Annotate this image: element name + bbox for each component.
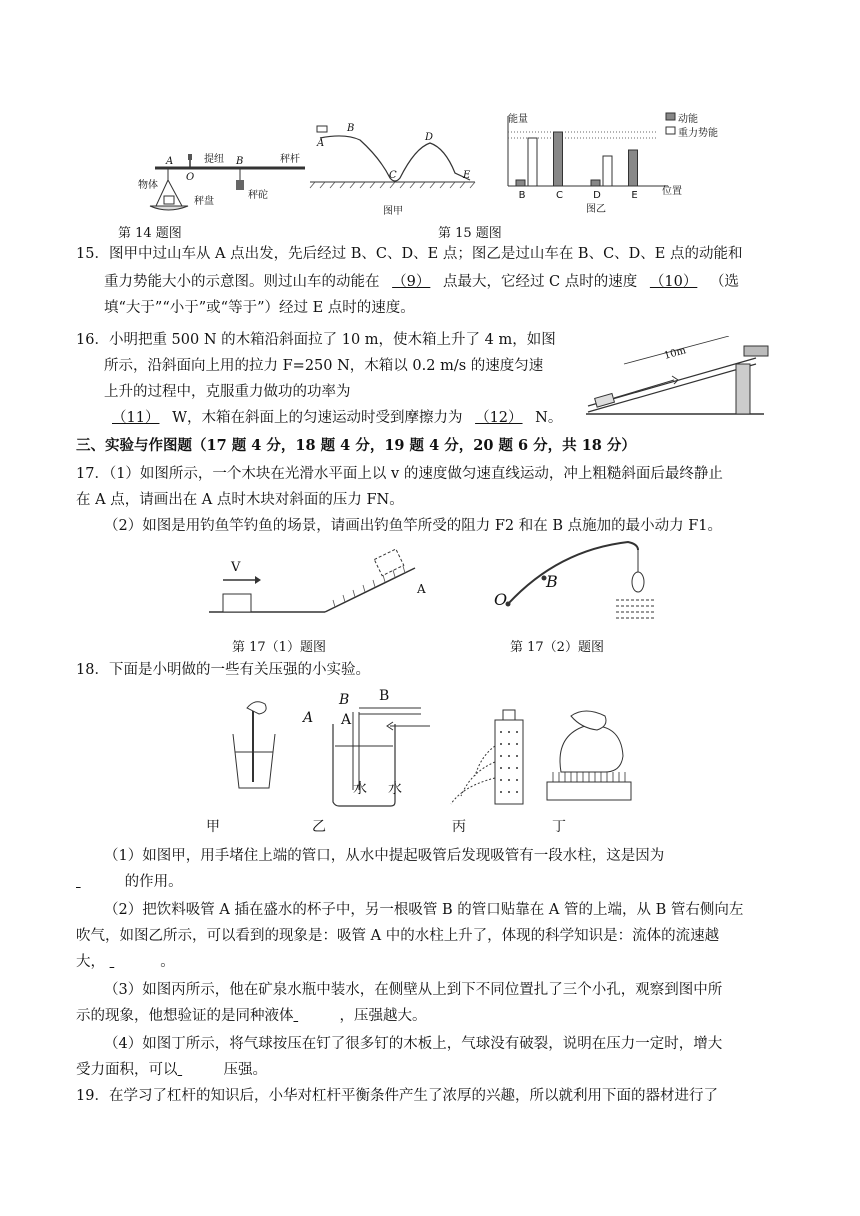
coaster-point-b: B (347, 123, 355, 134)
q16-line2: 所示，沿斜面向上用的拉力 F=250 N，木箱以 0.2 m/s 的速度匀速 (104, 358, 544, 374)
fig18-label-a1: A (303, 710, 314, 726)
incline-length-label: 10m (662, 345, 688, 362)
caption-bing: 丙 (452, 819, 466, 835)
legend-swatch-potential (666, 127, 675, 134)
coaster-point-e: E (463, 170, 471, 181)
chart-x-tick-E: E (631, 190, 638, 201)
chart-xlabel: 位置 (662, 186, 682, 197)
rod-point-b: B (546, 572, 558, 591)
q18-p4-line2 (76, 1060, 267, 1080)
figure-18 (225, 686, 645, 810)
coaster-point-c: C (389, 170, 397, 181)
figure-17-2 (488, 530, 658, 630)
legend-swatch-kinetic (666, 113, 675, 120)
fig18-label-b2: B (379, 688, 390, 704)
incline-point-a: A (417, 582, 426, 596)
block-incline-diagram (205, 536, 445, 626)
q16-line3: 上升的过程中，克服重力做功的功率为 (104, 384, 351, 400)
caption-fig17-2: 第 17（2）题图 (510, 640, 604, 655)
bar-kinetic-B (516, 180, 525, 186)
q18-p1-line2 (76, 872, 183, 892)
legend-kinetic: 动能 (678, 114, 698, 125)
fig18-label-a2: A (341, 712, 352, 728)
q17-line3: （2）如图是用钓鱼竿钓鱼的场景，请画出钓鱼竿所受的阻力 F2 和在 B 点施加的最小动力 F1。 (104, 518, 722, 534)
blank-10: （10） (649, 274, 698, 290)
caption-jia: 甲 (206, 819, 220, 835)
q15-text-a: 重力势能大小的示意图。则过山车的动能在 (104, 274, 380, 290)
point-b: B (236, 156, 244, 167)
figure-15-yi (490, 108, 730, 218)
q15-text-b: 点最大，它经过 C 点时的速度 (442, 274, 638, 290)
q18-p1b: 的作用。 (124, 874, 183, 890)
q18-p3b: 示的现象，他想验证的是同种液体 (76, 1008, 294, 1024)
q18-p1a: （1）如图甲，用手堵住上端的管口，从水中提起吸管后发现吸管有一段水柱，这是因为 (104, 848, 665, 864)
rod-point-o: O (494, 590, 508, 609)
figure-15-jia (305, 118, 480, 218)
caption-fig14: 第 14 题图 (118, 226, 182, 241)
chart-x-tick-D: D (593, 190, 601, 201)
q18-p3a: （3）如图丙所示，他在矿泉水瓶中装水，在侧壁从上到下不同位置扎了三个小孔，观察到图中所 (104, 982, 723, 998)
blank-q18-4 (178, 1060, 224, 1080)
velocity-label: V (231, 560, 241, 575)
caption-tu-jia: 图甲 (383, 206, 403, 217)
caption-fig15: 第 15 题图 (438, 226, 502, 241)
blank-q18-2 (110, 952, 156, 972)
label-tizu: 提纽 (204, 154, 224, 165)
chart-x-tick-C: C (556, 190, 563, 201)
blank-q18-3 (294, 1006, 340, 1026)
point-a: A (166, 156, 174, 167)
bar-kinetic-D (591, 180, 600, 186)
q18-p4b: 受力面积，可以 (76, 1062, 178, 1078)
caption-yi: 乙 (312, 819, 326, 835)
bar-potential-D (603, 156, 612, 186)
label-wuti: 物体 (138, 180, 158, 191)
label-chengpan: 秤盘 (194, 196, 214, 207)
blank-11: （11） (112, 410, 160, 426)
q18-p3-line2 (76, 1006, 427, 1026)
q16-line1: 16．小明把重 500 N 的木箱沿斜面拉了 10 m，使木箱上升了 4 m，如图 (76, 332, 556, 348)
coaster-point-d: D (425, 132, 434, 143)
q18-p3c: ，压强越大。 (339, 1008, 427, 1024)
bar-potential-B (528, 138, 537, 186)
chart-x-tick-B: B (518, 190, 526, 201)
legend-potential: 重力势能 (678, 128, 718, 139)
figure-17-1 (205, 536, 445, 626)
coaster-point-a: A (317, 138, 325, 149)
q18-intro: 18．下面是小明做的一些有关压强的小实验。 (76, 662, 370, 678)
q18-p2c: 大， (76, 954, 105, 970)
bar-kinetic-C (554, 132, 563, 186)
q15-line2 (104, 272, 739, 292)
blank-q18-1 (76, 872, 120, 892)
q17-line1: 17．（1）如图所示，一个木块在光滑水平面上以 v 的速度做匀速直线运动，冲上粗糙斜面后最终静止 (76, 466, 723, 482)
q16-line4 (104, 408, 562, 428)
label-chengtuo: 秤砣 (248, 190, 268, 201)
figure-16 (584, 336, 774, 420)
caption-tu-yi: 图乙 (586, 204, 606, 215)
q18-p4c: 压强。 (223, 1062, 267, 1078)
bar-kinetic-E (629, 150, 638, 186)
q18-p2-line3 (76, 952, 175, 972)
fig18-label-b1: B (339, 692, 350, 708)
point-o: O (186, 172, 195, 183)
fishing-rod-diagram (488, 530, 658, 630)
q16-text-b: N。 (535, 410, 563, 426)
blank-9: （9） (392, 274, 431, 290)
q19-line1: 19．在学习了杠杆的知识后，小华对杠杆平衡条件产生了浓厚的兴趣，所以就利用下面的器材进行了 (76, 1088, 718, 1104)
q18-p4a: （4）如图丁所示，将气球按压在钉了很多钉的木板上，气球没有破裂，说明在压力一定时，增大 (104, 1036, 723, 1052)
q17-line2: 在 A 点，请画出在 A 点时木块对斜面的压力 FN。 (76, 492, 404, 508)
steelyard-diagram (130, 118, 310, 218)
caption-fig17-1: 第 17（1）题图 (232, 640, 326, 655)
blank-12: （12） (475, 410, 523, 426)
q18-p2a: （2）把饮料吸管 A 插在盛水的杯子中，另一根吸管 B 的管口贴靠在 A 管的上端，从 B 管右侧向左 (104, 902, 744, 918)
fig18-water1: 水 (353, 781, 367, 797)
caption-ding: 丁 (552, 819, 566, 835)
fig18-water2: 水 (388, 781, 402, 797)
q15-line1: 15．图甲中过山车从 A 点出发，先后经过 B、C、D、E 点；图乙是过山车在 B、C、D、E 点的动能和 (76, 246, 743, 262)
q15-text-c: （选 (709, 274, 739, 290)
q18-p2b: 吹气，如图乙所示，可以看到的现象是：吸管 A 中的水柱上升了，体现的科学知识是：流体的流速越 (76, 928, 720, 944)
q18-p2d: 。 (160, 954, 175, 970)
figure-14 (130, 118, 310, 218)
label-chenggan: 秤杆 (280, 154, 300, 165)
q16-text-a: W，木箱在斜面上的匀速运动时受到摩擦力为 (172, 410, 463, 426)
section-3-title: 三、实验与作图题（17 题 4 分，18 题 4 分，19 题 4 分，20 题 6 分，共 18 分） (76, 437, 636, 454)
chart-ylabel: 能量 (508, 114, 528, 125)
q15-line3: 填“大于”“小于”或“等于”）经过 E 点时的速度。 (104, 300, 415, 316)
pressure-experiments-diagram (225, 686, 645, 810)
